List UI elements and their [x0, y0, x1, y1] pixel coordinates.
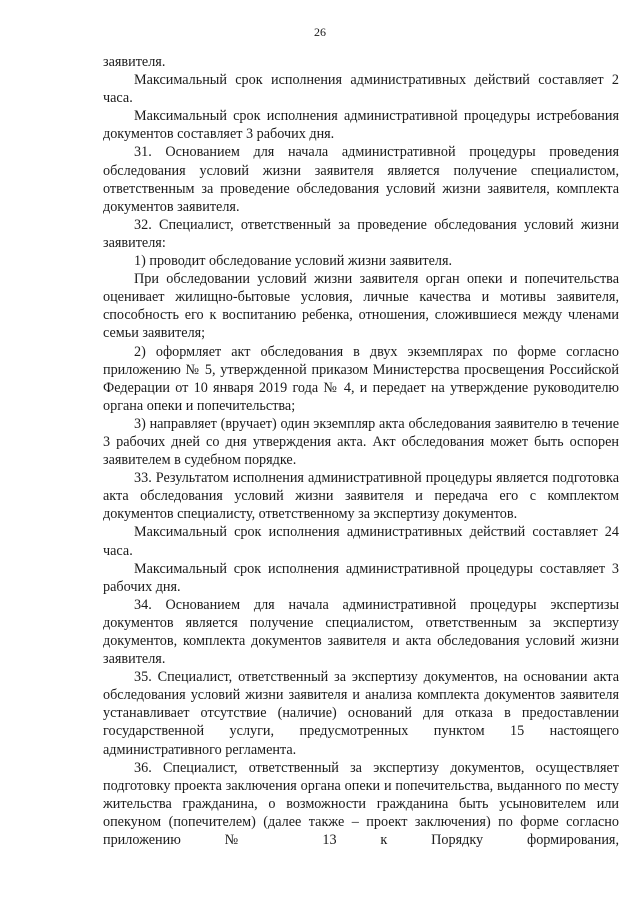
paragraph: Максимальный срок исполнения административной процедуры истребования документов составляет 3 рабочих дня. [103, 108, 619, 143]
paragraph: 31. Основанием для начала административной процедуры проведения обследования условий жизни заявителя является получение специалистом, ответственным за проведение обследования условий жизни заявителя, комплекта документов заявителя. [103, 144, 619, 215]
paragraph: 2) оформляет акт обследования в двух экземплярах по форме согласно приложению № 5, утвержденной приказом Министерства просвещения Российской Федерации от 10 января 2019 года № 4, и передает на утверждение руководителю органа опеки и попечительства; [103, 343, 619, 414]
paragraph: 1) проводит обследование условий жизни заявителя. [134, 253, 453, 270]
body-text [103, 53, 619, 849]
paragraph: 33. Результатом исполнения административной процедуры является подготовка акта обследования условий жизни заявителя и передача его с комплектом документов специалисту, ответственному за экспертизу документов. [103, 470, 619, 523]
paragraph: 3) направляет (вручает) один экземпляр акта обследования заявителю в течение 3 рабочих дней со дня утверждения акта. Акт обследования может быть оспорен заявителем в судебном порядке. [103, 415, 619, 469]
page-number: 26 [314, 25, 326, 39]
paragraph: При обследовании условий жизни заявителя орган опеки и попечительства оценивает жилищно-бытовые условия, личные качества и мотивы заявителя, способность его к воспитанию ребенка, отношения, сложившиеся между членами семьи заявителя; [103, 271, 619, 342]
paragraph: Максимальный срок исполнения административных действий составляет 24 часа. [103, 524, 619, 559]
paragraph: 34. Основанием для начала административной процедуры экспертизы документов является получение специалистом, ответственным за экспертизу документов, комплекта документов заявителя и акта обследования условий жизни заявителя. [103, 596, 619, 668]
paragraph: 32. Специалист, ответственный за проведение обследования условий жизни заявителя: [103, 216, 619, 251]
paragraph: заявителя. [103, 54, 166, 70]
paragraph: Максимальный срок исполнения административных действий составляет 2 часа. [103, 72, 619, 107]
paragraph: 35. Специалист, ответственный за экспертизу документов, на основании акта обследования условий жизни заявителя и анализа комплекта документов заявителя устанавливает отсутствие (наличие) оснований для отказа в предоставлении государственной услуги, предусмотренных пунктом 15 настоящего административного регламента. [103, 669, 619, 758]
paragraph: 36. Специалист, ответственный за экспертизу документов, осуществляет подготовку проекта заключения органа опеки и попечительства, выданного по месту жительства гражданина, о возможности гражданина быть усыновителем или опекуном (попечителем) (далее также – проект заключения) по форме согласно приложению № 13 к Порядку формирования, [103, 759, 619, 849]
paragraph: Максимальный срок исполнения административной процедуры составляет 3 рабочих дня. [103, 560, 619, 595]
